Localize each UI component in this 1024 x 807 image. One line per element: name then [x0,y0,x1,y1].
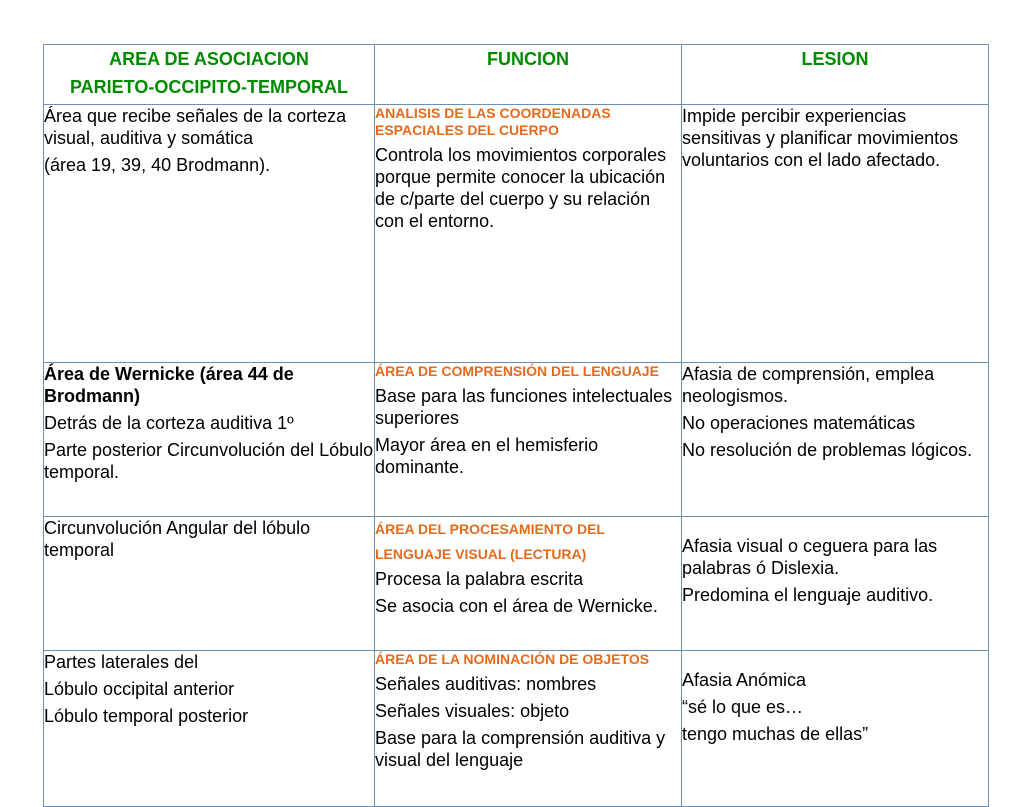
cell-area [44,517,375,651]
cell-text: Señales auditivas: nombres [375,674,597,694]
cell-area [44,363,375,517]
table-row [44,517,989,651]
funcion-title: ÁREA DE LA NOMINACIÓN DE OBJETOS [375,651,650,667]
cell-text: Partes laterales del [44,652,199,672]
cell-funcion [375,363,682,517]
cell-text: Afasia Anómica [682,670,807,690]
cell-text: Área que recibe señales de la corteza visual, auditiva y somática [44,106,347,148]
header-lesion-label: LESION [801,49,869,69]
cell-text: Parte posterior Circunvolución del Lóbulo temporal. [44,440,374,482]
header-area [44,45,375,105]
cell-text: Mayor área en el hemisferio dominante. [375,435,599,477]
cell-text: Procesa la palabra escrita [375,569,584,589]
header-area-line1: AREA DE ASOCIACION [109,49,309,69]
cell-text: Predomina el lenguaje auditivo. [682,585,934,605]
cell-text: Lóbulo occipital anterior [44,679,235,699]
cell-text: No resolución de problemas lógicos. [682,440,973,460]
header-funcion [375,45,682,105]
table-row [44,651,989,807]
header-area-line2: PARIETO-OCCIPITO-TEMPORAL [69,77,348,97]
cell-lesion [682,105,989,363]
header-funcion-label: FUNCION [487,49,569,69]
cell-text: (área 19, 39, 40 Brodmann). [44,155,271,175]
association-areas-table [43,44,989,807]
funcion-title: ÁREA DEL PROCESAMIENTO DEL LENGUAJE VISUAL (LECTURA) [375,521,605,562]
cell-text-bold: Área de Wernicke (área 44 de Brodmann) [44,364,294,406]
cell-text: Base para la comprensión auditiva y visual del lenguaje [375,728,666,770]
cell-funcion [375,651,682,807]
cell-funcion [375,105,682,363]
cell-text: Lóbulo temporal posterior [44,706,249,726]
cell-lesion [682,363,989,517]
cell-text: tengo muchas de ellas” [682,724,869,744]
header-row [44,45,989,105]
cell-text: “sé lo que es… [682,697,804,717]
funcion-title: ÁREA DE COMPRENSIÓN DEL LENGUAJE [375,363,659,379]
cell-text: Circunvolución Angular del lóbulo temporal [44,518,311,560]
cell-area [44,651,375,807]
cell-text: Base para las funciones intelectuales superiores [375,386,673,428]
cell-text: Afasia visual o ceguera para las palabras ó Dislexia. [682,536,938,578]
cell-text: Afasia de comprensión, emplea neologismos. [682,364,935,406]
cell-lesion [682,517,989,651]
header-lesion [682,45,989,105]
cell-text: Impide percibir experiencias sensitivas y planificar movimientos voluntarios con el lado afectado. [682,106,959,170]
cell-text: Señales visuales: objeto [375,701,570,721]
cell-lesion [682,651,989,807]
cell-text: Se asocia con el área de Wernicke. [375,596,658,616]
funcion-title: ANALISIS DE LAS COORDENADAS ESPACIALES DEL CUERPO [375,105,611,138]
table-row [44,105,989,363]
cell-text: Controla los movimientos corporales porque permite conocer la ubicación de c/parte del cuerpo y su relación con el entorno. [375,145,667,231]
cell-text: No operaciones matemáticas [682,413,916,433]
cell-funcion [375,517,682,651]
cell-text: Detrás de la corteza auditiva 1º [44,413,294,433]
table-row [44,363,989,517]
cell-area [44,105,375,363]
